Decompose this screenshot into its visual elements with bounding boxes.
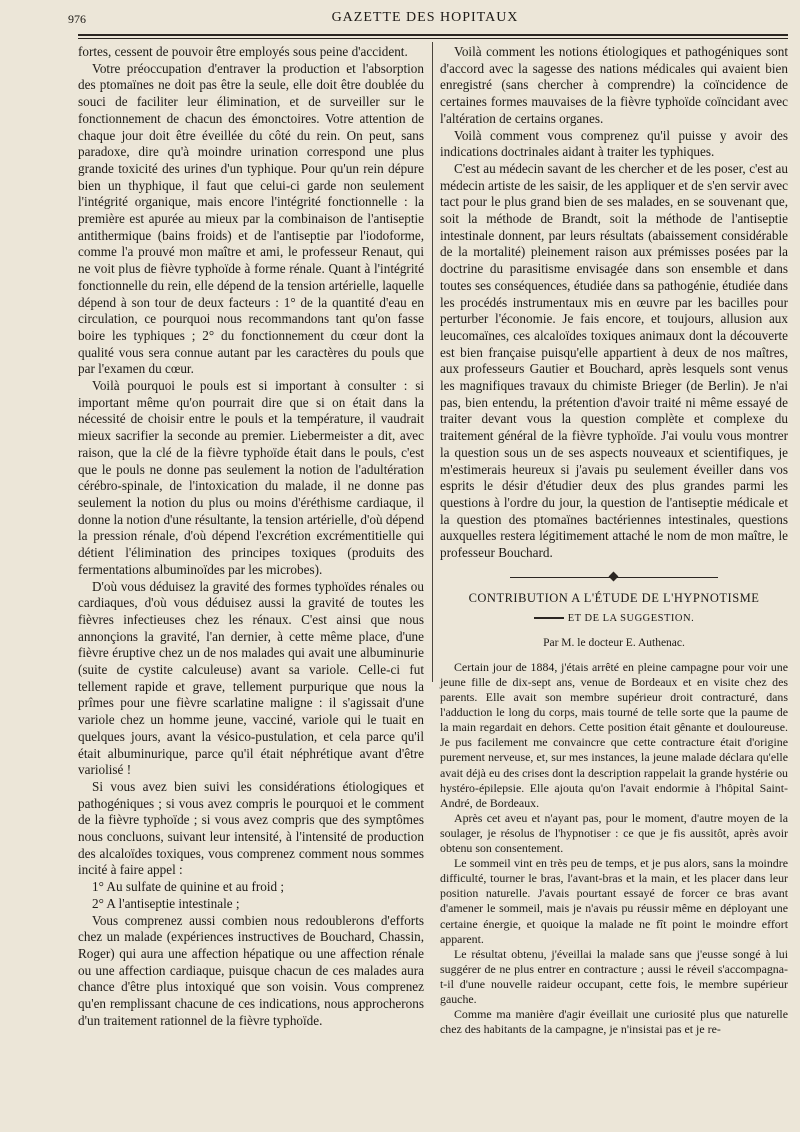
- paragraph: C'est au médecin savant de les chercher et de les poser, c'est au médecin artiste de les saisir, de les appliquer et de s'en servir avec tact pour le plus grand bien de ses malades, en se souvenant que, soit la méthode de Brandt, soit la méthode de l'antiseptie intestinale donnent, par leurs résultats (abaissement considérable de la mortalité) pleinement raison aux prémisses posées par la doctrine du parasitisme envisagée dans son ensemble et dans toutes ses conséquences, étudiée dans sa pathogénie, étudiée dans les procédés instrumentaux mis en œuvre par les bacilles pour perturber l'économie. Je fais encore, et toujours, allusion aux leucomaïnes, ces alcaloïdes toxiques animaux dont la découverte est bien française puisqu'elle appartient à deux de nos maîtres, aux professeurs Gautier et Bouchard, après lesquels sont venus les magnifiques travaux du chimiste Brieger (de Berlin). Je n'ai pas, bien entendu, la prétention d'avoir traité ni même essayé de traiter devant vous la question complète et complexe du traitement général de la fièvre typhoïde. J'ai voulu vous montrer la question sous un de ses aspects nouveaux et scientifiques, je m'estimerais heureux si j'avais pu seulement éveiller dans vos esprits le désir d'étudier deux des plus grandes parmi les questions à l'ordre du jour, la question de l'antiseptie médicale et la question des ptomaïnes bactériennes intestinales, questions auxquelles restera légitimement attaché le nom de mon maître, le professeur Bouchard.: [440, 160, 788, 561]
- header-rule: [78, 34, 788, 36]
- paragraph: Si vous avez bien suivi les considérations étiologiques et pathogéniques ; si vous avez compris le pourquoi et le comment de la fièvre typhoïde ; si vous avez compris que des symptômes nous concluons, suivant leur intensité, à l'intensité de production des alcaloïdes toxiques, vous comprenez comment nous sommes incité à faire appel :: [78, 778, 424, 878]
- paragraph: Voilà comment les notions étiologiques et pathogéniques sont d'accord avec la sagesse des nations médicales qui avaient bien enregistré (sans chercher à comprendre) la coïncidence de certaines formes mauvaises de la fièvre typhoïde coïncidant avec l'altération de certains organes.: [440, 44, 788, 126]
- article-author: Par M. le docteur E. Authenac.: [543, 637, 685, 650]
- column-divider: [432, 42, 433, 682]
- paragraph: Le résultat obtenu, j'éveillai la malade sans que j'eusse songé à lui suggérer de ne plus entrer en contracture ; aussi le réveil s'accompagna-t-il d'une nouvelle raideur occupant, cette fois, le membre supérieur gauche.: [440, 946, 788, 1006]
- article-subtitle-wrap: [440, 611, 788, 628]
- paragraph: fortes, cessent de pouvoir être employés sous peine d'accident.: [78, 44, 408, 59]
- article-subtitle: ET DE LA SUGGESTION.: [567, 612, 695, 624]
- header-rule-thin: [78, 38, 788, 39]
- subtitle-flourish: [534, 617, 564, 619]
- ornament-diamond: [609, 571, 619, 581]
- paragraph: Vous comprenez aussi combien nous redoublerons d'efforts chez un malade (expériences instructives de Bouchard, Chassin, Roger) qui aura une affection hépatique ou une affection rénale ou une affection cardiaque, puisque chacun de ces malades aura chance d'être plus intoxiqué que son voisin. Vous comprenez qu'en remplissant chacune de ces indications, nous approcherons d'un traitement rationnel de la fièvre typhoïde.: [78, 912, 424, 1028]
- paragraph: Le sommeil vint en très peu de temps, et je pus alors, sans la moindre difficulté, tourner le bras, l'avant-bras et la main, et les placer dans leur position naturelle. J'avais pourtant essayé de forcer ce bras avant d'amener le sommeil, mais je n'avais pu réussir même en déployant une certaine énergie, et quoique la malade ne fît point le moindre effort apparent.: [440, 856, 788, 946]
- paragraph: Comme ma manière d'agir éveillait une curiosité plus que naturelle chez des habitants de la campagne, je n'insistai pas et je re-: [440, 1007, 788, 1037]
- section-ornament: [440, 572, 788, 582]
- article-body: [440, 660, 788, 1037]
- page-number: 976: [68, 12, 86, 26]
- running-title: GAZETTE DES HOPITAUX: [331, 10, 519, 25]
- paragraph: Voilà comment vous comprenez qu'il puisse y avoir des indications doctrinales aidant à traiter les typhiques.: [440, 127, 788, 160]
- paragraph: Voilà pourquoi le pouls est si important à consulter : si important même qu'on pourrait dire que si on était dans la nécessité de choisir entre le pouls et la température, il vaudrait mieux sacrifier la seconde au premier. Liebermeister a dit, avec raison, que la clé de la fièvre typhoïde était dans le pouls, c'est que le pouls ne donne pas seulement la notion de l'adultération cérébro-spinale, de l'intoxication du malade, il ne donne pas seulement la notion du plus ou moins d'éréthisme cardiaque, il donne la notion d'une résultante, la tension artérielle, d'où dépend la pression rénale, d'où dépend l'excrétion excrémentitielle qui détient l'élimination des principes toxiques (produits des fermentations albuminoïdes par les microbes).: [78, 378, 424, 577]
- list-item: 2° A l'antiseptie intestinale ;: [92, 895, 240, 911]
- list-item: 1° Au sulfate de quinine et au froid ;: [92, 879, 285, 895]
- paragraph: Après cet aveu et n'ayant pas, pour le moment, d'autre moyen de la soulager, je résolus de l'hypnotiser : ce que je fis aussitôt, après avoir obtenu son consentement.: [440, 810, 788, 856]
- page-header: [60, 8, 790, 30]
- right-column: [440, 44, 788, 1037]
- paragraph: Certain jour de 1884, j'étais arrêté en pleine campagne pour voir une jeune fille de dix-sept ans, venue de Bordeaux et en visite chez des parents. Elle avait son membre supérieur droit contracturé, dans l'adduction le long du corps, mais tourné de telle sorte que la paume de la main regardait en dehors. Cette position était gênante et douloureuse. Je pus facilement me convaincre que cette contracture était d'origine purement nerveuse, et, sur mes instances, la jeune malade déclara qu'elle avait déjà eu des crises dont la description rappelait la grande hystérie ou hystéro-épilepsie. Elle ajouta qu'on l'avait endormie à l'hôpital Saint-André, de Bordeaux.: [440, 659, 788, 810]
- article-title: CONTRIBUTION A L'ÉTUDE DE L'HYPNOTISME: [468, 590, 760, 605]
- paragraph: D'où vous déduisez la gravité des formes typhoïdes rénales ou cardiaques, d'où vous déduisez aussi la gravité de toutes les fièvres infectieuses chez les rénaux. C'est ainsi que nous annonçions la gravité, l'an dernier, à cette même place, d'une fièvre éruptive chez un de nos malades qui avait une albuminurie (suite de cystite calculeuse) avant sa variole. Celle-ci fut tellement rapide et grave, tellement purpurique que nous la prîmes pour une fièvre scarlatine maligne : il s'agissait d'une variole chez un homme jeune, vacciné, variole qui le tuait en quelques jours, avant la vésico-pustulation, et cela parce qu'il était albuminurique, parce qu'il était néphrétique avant d'être variolisé !: [78, 578, 424, 778]
- paragraph: Votre préoccupation d'entraver la production et l'absorption des ptomaïnes ne doit pas être la seule, elle doit être doublée du souci de faciliter leur élimination, et de surveiller sur le fonctionnement de chacun des émonctoires. Votre attention de chaque jour doit être éveillée du côté du rein. On peut, sans paradoxe, dire qu'à moindre urination correspond une plus grande toxicité des urines d'un typhique. Pour qu'un rein dépure bien un thyphique, il faut que celui-ci garde non seulement l'intégrité organique, mais encore l'intégrité fonctionnelle : la première est apurée au mieux par la combinaison de l'antiseptie antithermique (bains froids) et de l'antiseptie par l'iodoforme, comme l'a prouvé mon maître et ami, le professeur Renaut, qui ne voit plus de fièvre typhoïde à forme rénale. Quant à l'intégrité fonctionnelle du rein, elle dépend de la tension artérielle, laquelle dépend à son tour de deux facteurs : 1° de la quantité d'eau en circulation, ce pourquoi nous recommandons tant qu'on fasse boire les typhiques ; 2° du fonctionnement du cœur dont la qualité vous sera connue autant par les caractères du pouls que par l'examen du cœur.: [78, 60, 424, 377]
- left-column: [78, 44, 424, 1029]
